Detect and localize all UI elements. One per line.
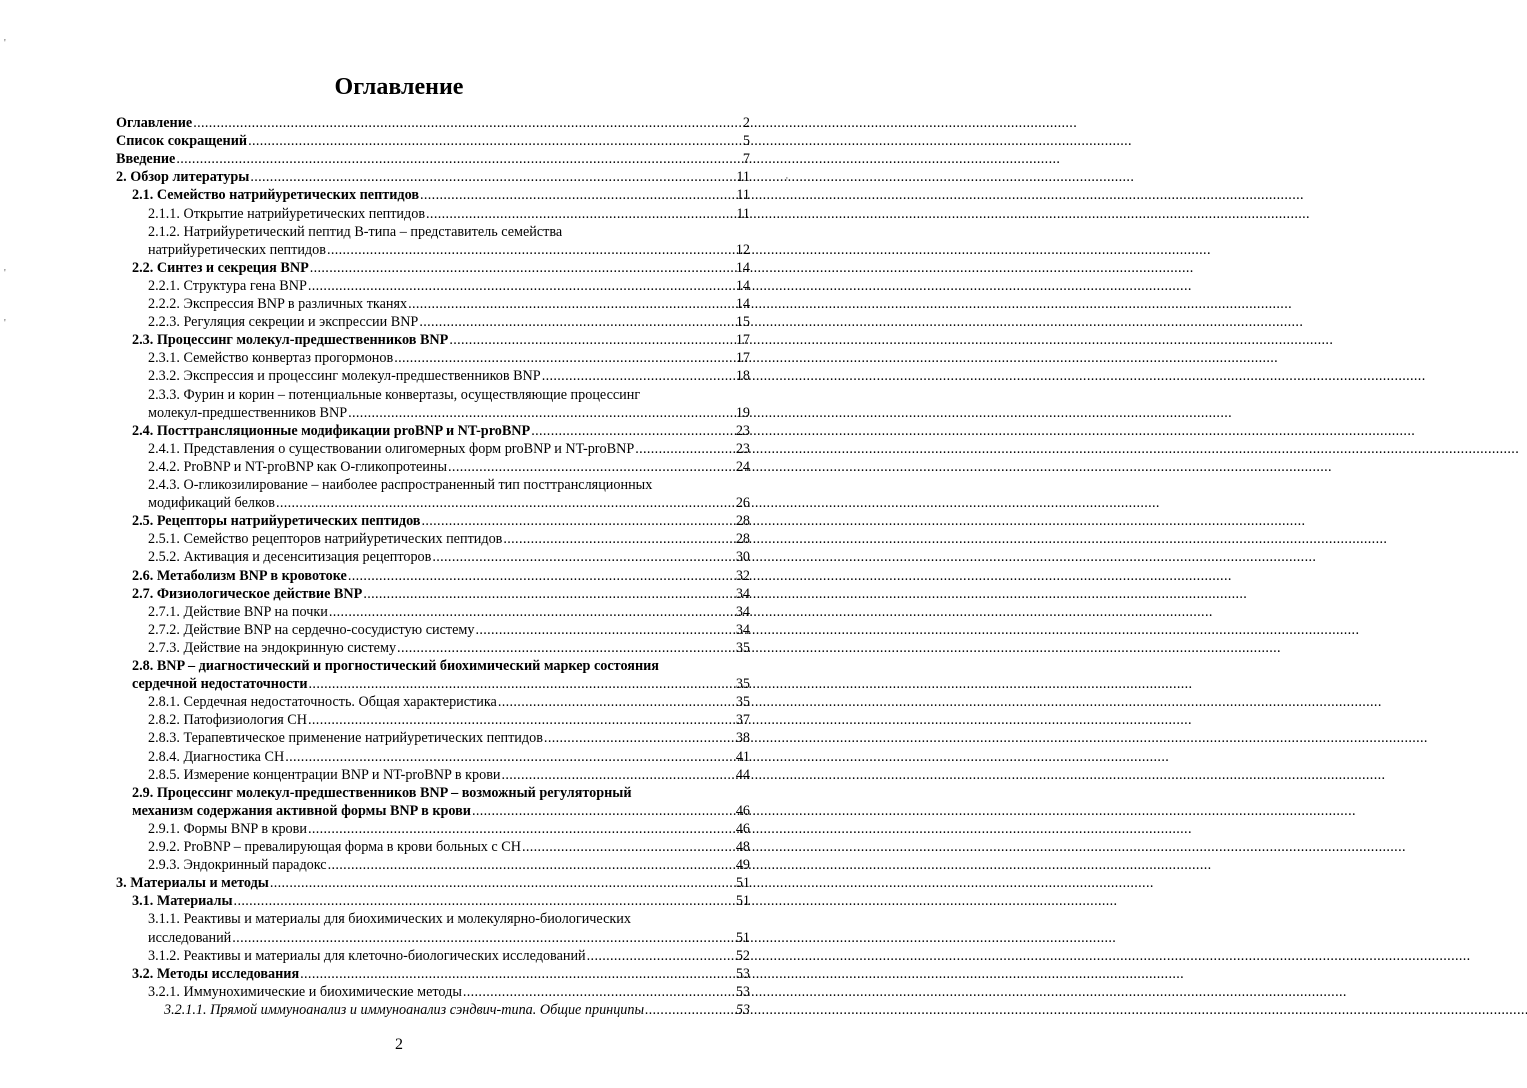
toc-page-number: 35	[735, 694, 750, 711]
toc-entry[interactable]	[132, 966, 750, 983]
toc-entry-title: 2. Обзор литературы	[116, 169, 250, 186]
toc-entry-title: сердечной недостаточности	[132, 676, 308, 693]
toc-leader-dots	[348, 568, 735, 585]
toc-page-number: 44	[735, 766, 750, 783]
toc-entry-title: 2.3.2. Экспрессия и процессинг молекул-предшественников BNP	[148, 368, 541, 385]
toc-entry-title: 2.3.1. Семейство конвертаз прогормонов	[148, 350, 394, 367]
toc-entry[interactable]	[132, 513, 750, 530]
toc-entry-title: 2.8.1. Сердечная недостаточность. Общая характеристика	[148, 694, 497, 711]
toc-entry-title: натрийуретических пептидов	[148, 241, 326, 258]
toc-entry[interactable]	[148, 821, 750, 838]
toc-entry[interactable]	[148, 712, 750, 729]
toc-leader-dots	[308, 278, 735, 295]
toc-leader-dots	[363, 586, 735, 603]
toc-page-number: 23	[735, 440, 750, 457]
toc-page-number: 35	[735, 639, 750, 656]
toc-page-number: 19	[735, 404, 750, 421]
toc-entry[interactable]	[148, 730, 750, 747]
toc-page-number: 23	[735, 422, 750, 439]
toc-leader-dots	[448, 459, 735, 476]
toc-page-number: 14	[735, 277, 750, 294]
toc-entry[interactable]	[148, 767, 750, 784]
toc-entry-title: 2.4.1. Представления о существовании олигомерных форм proBNP и NT-proBNP	[148, 440, 635, 457]
toc-leader-dots	[501, 767, 734, 784]
toc-leader-dots	[394, 350, 735, 367]
toc-leader-dots	[308, 712, 735, 729]
toc-page-number: 41	[735, 748, 750, 765]
toc-page-number: 46	[735, 820, 750, 837]
toc-leader-dots	[542, 368, 735, 385]
toc-page-number: 15	[735, 314, 750, 331]
toc-entry-title: 2.1.1. Открытие натрийуретических пептидов	[148, 205, 426, 222]
toc-entry-text: 2.9. Процессинг молекул-предшественников BNP – возможный регуляторный	[132, 784, 632, 801]
toc-entry-title: 2.8.4. Диагностика СН	[148, 748, 285, 765]
toc-entry-title: 3.1. Материалы	[132, 893, 233, 910]
toc-entry[interactable]	[148, 749, 750, 766]
toc-leader-dots	[544, 730, 735, 747]
page-number: 2	[395, 1036, 403, 1053]
toc-leader-dots	[397, 640, 735, 657]
toc-leader-dots	[645, 1002, 735, 1019]
toc-page-number: 49	[735, 857, 750, 874]
toc-page-number: 28	[735, 531, 750, 548]
toc-page-number: 11	[736, 187, 750, 204]
toc-entry-title: Оглавление	[116, 115, 193, 131]
toc-entry-title: 2.7.1. Действие BNP на почки	[148, 603, 328, 620]
toc-entry-title: 2.4. Посттрансляционные модификации proBNP и NT-proBNP	[132, 422, 531, 439]
toc-leader-dots	[328, 857, 735, 874]
toc-entry[interactable]	[132, 423, 750, 440]
toc-leader-dots	[531, 423, 735, 440]
toc-page-number: 2	[742, 115, 750, 131]
toc-entry[interactable]	[148, 604, 750, 621]
toc-entry[interactable]	[132, 187, 750, 204]
toc-entry-title: 3.2.1.1. Прямой иммуноанализ и иммуноанализ сэндвич-типа. Общие принципы	[164, 1001, 645, 1018]
toc-leader-dots	[234, 893, 735, 910]
toc-entry-title: 3. Материалы и методы	[116, 875, 269, 892]
toc-leader-dots	[421, 513, 734, 530]
toc-entry[interactable]	[148, 441, 750, 458]
toc-page-number: 11	[736, 205, 750, 222]
toc-page-number: 34	[735, 621, 750, 638]
scan-mark: '	[786, 176, 788, 187]
toc-entry-title: 2.5.1. Семейство рецепторов натрийуретических пептидов	[148, 531, 503, 548]
toc-entry[interactable]	[148, 350, 750, 367]
toc-leader-dots	[327, 242, 735, 259]
toc-entry-title: исследований	[148, 929, 232, 946]
toc-entry-title: 2.1. Семейство натрийуретических пептидов	[132, 187, 419, 204]
toc-entry[interactable]	[148, 206, 750, 223]
toc-entry[interactable]	[132, 332, 750, 349]
toc-entry-title: 2.7.2. Действие BNP на сердечно-сосудистую систему	[148, 621, 475, 638]
toc-entry-title: Список сокращений	[116, 133, 248, 150]
scan-mark: '	[4, 268, 6, 279]
toc-entry[interactable]	[148, 278, 750, 295]
toc-leader-dots	[232, 930, 735, 947]
toc-page-number: 30	[735, 549, 750, 566]
toc-entry-text: 3.1.1. Реактивы и материалы для биохимических и молекулярно-биологических	[148, 911, 631, 928]
toc-entry-title: 2.6. Метаболизм BNP в кровотоке	[132, 567, 347, 584]
page-title: Оглавление	[334, 74, 464, 100]
toc-leader-dots	[248, 133, 742, 150]
toc-page-number: 51	[735, 893, 750, 910]
toc-entry[interactable]	[132, 568, 750, 585]
toc-entry-title: 2.8.5. Измерение концентрации BNP и NT-proBNP в крови	[148, 766, 501, 783]
toc-page-number: 14	[735, 296, 750, 312]
toc-page-number: 17	[735, 332, 750, 349]
toc-entry-title: 3.1.2. Реактивы и материалы для клеточно-биологических исследований	[148, 947, 586, 964]
scan-mark: '	[4, 38, 6, 49]
toc-entry-title: 2.5. Рецепторы натрийуретических пептидов	[132, 513, 421, 530]
toc-page-number: 26	[735, 495, 750, 512]
toc-leader-dots	[635, 441, 735, 458]
toc-entry[interactable]	[148, 948, 750, 965]
toc-entry-title: 2.8.3. Терапевтическое применение натрийуретических пептидов	[148, 730, 543, 747]
toc-entry-title: 3.2. Методы исследования	[132, 965, 300, 982]
toc-entry-title: 2.4.2. ProBNP и NT-proBNP как О-гликопротеины	[148, 458, 448, 475]
toc-entry[interactable]	[148, 930, 750, 947]
toc-entry-title: молекул-предшественников BNP	[148, 404, 348, 421]
toc-entry[interactable]	[148, 622, 750, 639]
toc-entry-text: 2.1.2. Натрийуретический пептид В-типа – представитель семейства	[148, 223, 563, 240]
toc-page-number: 11	[736, 169, 750, 186]
toc-entry-title: 3.2.1. Иммунохимические и биохимические методы	[148, 983, 462, 1000]
toc-entry[interactable]	[148, 694, 750, 711]
toc-leader-dots	[472, 803, 735, 820]
scan-mark: '	[4, 318, 6, 329]
toc-entry-text: 2.3.3. Фурин и корин – потенциальные конвертазы, осуществляющие процессинг	[148, 386, 641, 403]
toc-leader-dots	[498, 694, 735, 711]
toc-entry-title: 2.2. Синтез и секреция BNP	[132, 259, 309, 276]
toc-leader-dots	[432, 549, 734, 566]
toc-page-number: 51	[735, 875, 750, 892]
toc-leader-dots	[270, 875, 735, 892]
toc-leader-dots	[308, 821, 735, 838]
toc-entry-title: 2.9.3. Эндокринный парадокс	[148, 857, 327, 874]
toc-entry-title: 2.2.1. Структура гена BNP	[148, 277, 307, 294]
toc-leader-dots	[449, 332, 734, 349]
toc-entry-title: механизм содержания активной формы BNP в крови	[132, 802, 471, 819]
toc-page-number: 38	[735, 730, 750, 747]
toc-entry[interactable]	[148, 405, 750, 422]
toc-leader-dots	[503, 531, 734, 548]
toc-entry-title: 2.2.2. Экспрессия BNP в различных тканях	[148, 296, 408, 312]
toc-entry-text: 2.8. BNP – диагностический и прогностический биохимический маркер состояния	[132, 658, 659, 674]
toc-page-number: 32	[735, 567, 750, 584]
toc-entry-title: 2.7. Физиологическое действие BNP	[132, 585, 363, 602]
toc-page-number: 46	[735, 802, 750, 819]
toc-entry[interactable]	[116, 115, 750, 132]
toc-leader-dots	[522, 839, 735, 856]
toc-entry-title: 2.8.2. Патофизиология СН	[148, 712, 308, 729]
toc-entry-text: 2.4.3. О-гликозилирование – наиболее распространенный тип посттрансляционных	[148, 477, 653, 493]
toc-page-number: 37	[735, 712, 750, 729]
toc-page-number: 35	[735, 676, 750, 693]
toc-leader-dots	[348, 405, 735, 422]
toc-leader-dots	[193, 115, 742, 132]
toc-leader-dots	[276, 495, 735, 512]
toc-entry-title: 2.5.2. Активация и десенситизация рецепторов	[148, 549, 432, 566]
toc-page-number: 24	[735, 458, 750, 475]
toc-page-number: 34	[735, 585, 750, 602]
toc-leader-dots	[475, 622, 734, 639]
toc-leader-dots	[329, 604, 735, 621]
toc-entry-title: Введение	[116, 151, 176, 168]
toc-leader-dots	[300, 966, 735, 983]
toc-entry-title: 2.9.2. ProBNP – превалирующая форма в крови больных с СН	[148, 839, 521, 855]
toc-entry[interactable]	[148, 495, 750, 512]
toc-page-number: 53	[735, 965, 750, 982]
toc-page-number: 18	[735, 368, 750, 385]
toc-entry[interactable]	[148, 314, 750, 331]
toc-entry[interactable]	[148, 459, 750, 476]
toc-entry-title: 2.2.3. Регуляция секреции и экспрессии BNP	[148, 314, 419, 331]
toc-page-number: 12	[735, 241, 750, 258]
toc-entry[interactable]	[132, 260, 750, 277]
toc-entry[interactable]	[148, 857, 750, 874]
toc-entry[interactable]	[116, 151, 750, 168]
toc-page-number: 51	[735, 929, 750, 946]
toc-entry[interactable]	[148, 984, 750, 1001]
toc-leader-dots	[420, 187, 735, 204]
toc-leader-dots	[408, 296, 735, 313]
toc-entry[interactable]	[148, 296, 750, 313]
toc-entry[interactable]	[148, 549, 750, 566]
toc-entry-title: модификаций белков	[148, 495, 275, 512]
toc-page-number: 53	[735, 983, 750, 1000]
toc-page-number: 48	[735, 839, 750, 855]
toc-entry[interactable]	[148, 242, 750, 259]
toc-page-number: 34	[735, 603, 750, 620]
toc-leader-dots	[587, 948, 735, 965]
toc-entry[interactable]	[132, 676, 750, 693]
toc-leader-dots	[419, 314, 734, 331]
toc-entry[interactable]	[132, 893, 750, 910]
toc-page-number: 5	[742, 133, 750, 150]
toc-entry-title: 2.3. Процессинг молекул-предшественников BNP	[132, 332, 449, 349]
toc-leader-dots	[463, 984, 735, 1001]
toc-leader-dots	[176, 151, 742, 168]
toc-entry-title: 2.9.1. Формы BNP в крови	[148, 820, 307, 837]
toc-leader-dots	[309, 676, 735, 693]
toc-leader-dots	[310, 260, 735, 277]
toc-page-number: 53	[735, 1001, 750, 1018]
toc-entry[interactable]	[132, 803, 750, 820]
toc-entry[interactable]	[116, 169, 750, 186]
toc-entry[interactable]	[148, 640, 750, 657]
toc-entry[interactable]	[148, 839, 750, 856]
toc-leader-dots	[426, 206, 735, 223]
toc-entry[interactable]	[164, 1002, 750, 1019]
toc-page-number: 7	[742, 151, 750, 168]
toc-entry[interactable]	[148, 368, 750, 385]
toc-entry-title: 2.7.3. Действие на эндокринную систему	[148, 639, 397, 656]
toc-entry[interactable]	[116, 875, 750, 892]
toc-entry[interactable]	[116, 133, 750, 150]
toc-page-number: 17	[735, 350, 750, 367]
toc-entry[interactable]	[148, 531, 750, 548]
toc-page-number: 14	[735, 259, 750, 276]
toc-leader-dots	[285, 749, 735, 766]
toc-page-number: 52	[735, 947, 750, 964]
toc-leader-dots	[250, 169, 735, 186]
toc-page-number: 28	[735, 513, 750, 530]
toc-entry[interactable]	[132, 586, 750, 603]
